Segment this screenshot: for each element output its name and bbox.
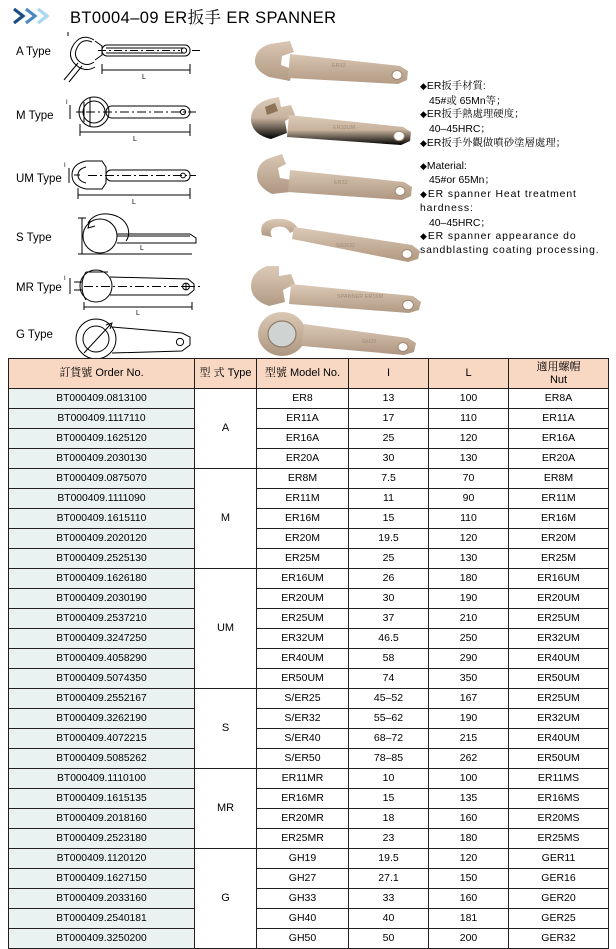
table-row <box>9 549 609 569</box>
page-title: BT0004–09 ER扳手 ER SPANNER <box>70 9 337 27</box>
diamond-bullet-icon: ◆ <box>420 160 427 171</box>
cell-model-no: ER25M <box>257 549 349 569</box>
cell-model-no: ER20M <box>257 529 349 549</box>
cell-model-no: ER8 <box>257 389 349 409</box>
spec-sub-0: 45#或 65Mn等； <box>429 95 507 107</box>
cell-model-no: ER11M <box>257 489 349 509</box>
cell-nut: ER11A <box>509 409 609 429</box>
svg-text:ER32: ER32 <box>334 180 348 186</box>
cell-nut: ER32UM <box>509 709 609 729</box>
cell-model-no: GH27 <box>257 869 349 889</box>
cell-model-no: ER11A <box>257 409 349 429</box>
cell-nut: GER16 <box>509 869 609 889</box>
table-row <box>9 529 609 549</box>
cell-dimension-i: 30 <box>349 449 429 469</box>
cell-order-no: BT000409.1626180 <box>9 569 195 589</box>
cell-dimension-l: 120 <box>429 849 509 869</box>
cell-order-no: BT000409.1111090 <box>9 489 195 509</box>
cell-dimension-i: 18 <box>349 809 429 829</box>
col-header-nut-cn: 適用螺帽 <box>536 360 581 373</box>
svg-text:ER32UM: ER32UM <box>333 125 356 131</box>
spec-sub-4: 40–45HRC； <box>429 217 491 229</box>
cell-nut: ER8A <box>509 389 609 409</box>
cell-order-no: BT000409.0813100 <box>9 389 195 409</box>
spanner-photo-open-end <box>250 38 415 96</box>
cell-nut: ER16A <box>509 429 609 449</box>
cell-dimension-i: 50 <box>349 929 429 949</box>
svg-text:SPANNER ER16M: SPANNER ER16M <box>337 294 384 300</box>
spec-item-1 <box>420 108 616 122</box>
cell-order-no: BT000409.3247250 <box>9 629 195 649</box>
cell-order-no: BT000409.4072215 <box>9 729 195 749</box>
cell-dimension-l: 160 <box>429 809 509 829</box>
cell-order-no: BT000409.2030190 <box>9 589 195 609</box>
cell-nut: ER16M <box>509 509 609 529</box>
diamond-bullet-icon: ◆ <box>420 81 427 91</box>
spec-item-0 <box>420 80 616 94</box>
cell-dimension-l: 130 <box>429 449 509 469</box>
spec-item-3 <box>420 160 616 174</box>
cell-dimension-l: 180 <box>429 569 509 589</box>
cell-dimension-i: 15 <box>349 509 429 529</box>
type-label-um: UM Type <box>16 173 62 185</box>
spec-sub-3: 45#or 65Mn； <box>429 175 495 187</box>
cell-type-um: UM <box>195 569 257 689</box>
cell-model-no: ER16MR <box>257 789 349 809</box>
table-row <box>9 469 609 489</box>
table-row <box>9 649 609 669</box>
cell-dimension-i: 74 <box>349 669 429 689</box>
svg-text:L: L <box>140 245 144 252</box>
cell-dimension-l: 200 <box>429 929 509 949</box>
cell-nut: ER25UM <box>509 609 609 629</box>
cell-dimension-i: 11 <box>349 489 429 509</box>
cell-model-no: ER25MR <box>257 829 349 849</box>
spec-text-5: ER spanner appearance do sandblasting coating processing. <box>420 231 600 257</box>
svg-text:S/ER32: S/ER32 <box>336 243 355 249</box>
svg-text:I: I <box>64 163 66 169</box>
spanner-photo-hook <box>250 215 430 267</box>
table-row <box>9 909 609 929</box>
cell-order-no: BT000409.2033160 <box>9 889 195 909</box>
cell-dimension-l: 215 <box>429 729 509 749</box>
cell-dimension-l: 110 <box>429 509 509 529</box>
cell-dimension-l: 290 <box>429 649 509 669</box>
table-row <box>9 489 609 509</box>
cell-dimension-i: 33 <box>349 889 429 909</box>
cell-type-s: S <box>195 689 257 769</box>
cell-model-no: ER20MR <box>257 809 349 829</box>
cell-nut: ER32UM <box>509 629 609 649</box>
spanner-m-type-drawing <box>62 92 202 144</box>
type-label-g: G Type <box>16 329 53 341</box>
cell-order-no: BT000409.2523180 <box>9 829 195 849</box>
spanner-a-type-drawing <box>62 30 202 84</box>
cell-dimension-i: 30 <box>349 589 429 609</box>
cell-dimension-i: 45–52 <box>349 689 429 709</box>
cell-order-no: BT000409.5074350 <box>9 669 195 689</box>
spec-item-2 <box>420 137 616 151</box>
cell-model-no: S/ER25 <box>257 689 349 709</box>
cell-dimension-i: 25 <box>349 549 429 569</box>
diamond-bullet-icon: ◆ <box>420 231 428 242</box>
cell-nut: ER50UM <box>509 749 609 769</box>
cell-order-no: BT000409.2030130 <box>9 449 195 469</box>
cell-model-no: ER20UM <box>257 589 349 609</box>
cell-dimension-i: 19.5 <box>349 529 429 549</box>
svg-text:GH33: GH33 <box>362 339 377 345</box>
table-header-row <box>9 359 609 389</box>
table-row <box>9 749 609 769</box>
cell-nut: ER20MS <box>509 809 609 829</box>
cell-model-no: ER40UM <box>257 649 349 669</box>
cell-order-no: BT000409.4058290 <box>9 649 195 669</box>
svg-text:ER32: ER32 <box>332 63 346 69</box>
spec-text-3: Material: <box>426 160 467 172</box>
table-row <box>9 389 609 409</box>
cell-order-no: BT000409.1625120 <box>9 429 195 449</box>
cell-model-no: GH33 <box>257 889 349 909</box>
spec-sub-1: 40–45HRC； <box>429 124 491 136</box>
cell-dimension-l: 120 <box>429 429 509 449</box>
cell-dimension-i: 19.5 <box>349 849 429 869</box>
cell-order-no: BT000409.0875070 <box>9 469 195 489</box>
cell-dimension-i: 26 <box>349 569 429 589</box>
cell-type-g: G <box>195 849 257 949</box>
cell-nut: ER20M <box>509 529 609 549</box>
cell-dimension-i: 55–62 <box>349 709 429 729</box>
cell-nut: ER25MS <box>509 829 609 849</box>
diamond-bullet-icon: ◆ <box>420 137 427 148</box>
cell-dimension-l: 181 <box>429 909 509 929</box>
spanner-mr-type-drawing <box>62 262 202 316</box>
cell-dimension-l: 210 <box>429 609 509 629</box>
cell-type-mr: MR <box>195 769 257 849</box>
cell-dimension-l: 350 <box>429 669 509 689</box>
col-header-order: 訂貨號 Order No. <box>9 359 195 389</box>
cell-nut: ER50UM <box>509 669 609 689</box>
type-label-mr: MR Type <box>16 282 62 294</box>
cell-dimension-l: 100 <box>429 769 509 789</box>
cell-dimension-i: 17 <box>349 409 429 429</box>
spec-item-4 <box>420 188 616 215</box>
cell-dimension-l: 135 <box>429 789 509 809</box>
cell-dimension-i: 10 <box>349 769 429 789</box>
cell-dimension-i: 40 <box>349 909 429 929</box>
spanner-photo-ring <box>252 308 427 364</box>
cell-dimension-i: 7.5 <box>349 469 429 489</box>
cell-dimension-i: 46.5 <box>349 629 429 649</box>
col-header-l: L <box>429 359 509 389</box>
table-row <box>9 589 609 609</box>
cell-order-no: BT000409.3250200 <box>9 929 195 949</box>
cell-nut: GER20 <box>509 889 609 909</box>
cell-nut: GER32 <box>509 929 609 949</box>
table-row <box>9 929 609 949</box>
table-row <box>9 569 609 589</box>
table-row <box>9 409 609 429</box>
cell-order-no: BT000409.2537210 <box>9 609 195 629</box>
cell-model-no: ER8M <box>257 469 349 489</box>
spec-text-1: ER扳手熱處理硬度； <box>426 109 525 121</box>
table-row <box>9 729 609 749</box>
cell-dimension-l: 160 <box>429 889 509 909</box>
spec-text-4: ER spanner Heat treatment hardness: <box>420 189 577 214</box>
cell-order-no: BT000409.2525130 <box>9 549 195 569</box>
spec-text-2: ER扳手外觀做噴砂塗層處理； <box>426 137 567 149</box>
cell-nut: ER25M <box>509 549 609 569</box>
col-header-nut-en: Nut <box>549 373 568 386</box>
cell-dimension-l: 167 <box>429 689 509 709</box>
spec-item-5 <box>420 230 616 257</box>
table-row <box>9 449 609 469</box>
cell-dimension-i: 27.1 <box>349 869 429 889</box>
svg-text:I: I <box>66 100 68 106</box>
cell-order-no: BT000409.1627150 <box>9 869 195 889</box>
cell-nut: ER16MS <box>509 789 609 809</box>
table-row <box>9 609 609 629</box>
cell-order-no: BT000409.1615135 <box>9 789 195 809</box>
cell-nut: ER16UM <box>509 569 609 589</box>
cell-nut: ER20UM <box>509 589 609 609</box>
spanner-photo-um <box>245 95 420 153</box>
spanner-s-type-drawing <box>62 210 202 264</box>
cell-dimension-i: 78–85 <box>349 749 429 769</box>
cell-model-no: GH50 <box>257 929 349 949</box>
type-label-m: M Type <box>16 110 54 122</box>
cell-nut: ER11M <box>509 489 609 509</box>
cell-nut: ER8M <box>509 469 609 489</box>
table-row <box>9 869 609 889</box>
cell-order-no: BT000409.2018160 <box>9 809 195 829</box>
spec-text-0: ER扳手材質: <box>426 81 486 92</box>
cell-model-no: ER25UM <box>257 609 349 629</box>
table-row <box>9 689 609 709</box>
cell-model-no: S/ER40 <box>257 729 349 749</box>
col-header-type: 型 式 Type <box>195 359 257 389</box>
table-row <box>9 669 609 689</box>
cell-nut: GER25 <box>509 909 609 929</box>
diamond-bullet-icon: ◆ <box>420 189 428 200</box>
cell-nut: ER20A <box>509 449 609 469</box>
cell-order-no: BT000409.1110100 <box>9 769 195 789</box>
cell-type-a: A <box>195 389 257 469</box>
cell-model-no: S/ER32 <box>257 709 349 729</box>
cell-dimension-l: 70 <box>429 469 509 489</box>
page-header <box>0 0 616 32</box>
cell-dimension-i: 13 <box>349 389 429 409</box>
cell-dimension-i: 15 <box>349 789 429 809</box>
table-row <box>9 829 609 849</box>
specification-table <box>8 358 609 949</box>
cell-dimension-l: 100 <box>429 389 509 409</box>
cell-model-no: GH40 <box>257 909 349 929</box>
cell-dimension-l: 190 <box>429 709 509 729</box>
table-row <box>9 429 609 449</box>
svg-text:L: L <box>136 310 140 316</box>
cell-nut: GER11 <box>509 849 609 869</box>
table-row <box>9 709 609 729</box>
table-row <box>9 889 609 909</box>
cell-model-no: ER16A <box>257 429 349 449</box>
cell-dimension-l: 262 <box>429 749 509 769</box>
cell-dimension-i: 37 <box>349 609 429 629</box>
cell-dimension-l: 110 <box>429 409 509 429</box>
cell-nut: ER40UM <box>509 649 609 669</box>
col-header-model: 型號 Model No. <box>257 359 349 389</box>
cell-dimension-i: 68–72 <box>349 729 429 749</box>
svg-text:I: I <box>64 276 66 282</box>
cell-nut: ER11MS <box>509 769 609 789</box>
col-header-i: I <box>349 359 429 389</box>
cell-dimension-l: 90 <box>429 489 509 509</box>
cell-dimension-l: 120 <box>429 529 509 549</box>
diamond-bullet-icon: ◆ <box>420 109 427 120</box>
svg-text:L: L <box>132 199 136 206</box>
svg-text:L: L <box>133 136 137 143</box>
cell-order-no: BT000409.1120120 <box>9 849 195 869</box>
table-row <box>9 789 609 809</box>
table-row <box>9 849 609 869</box>
cell-order-no: BT000409.2552167 <box>9 689 195 709</box>
cell-model-no: ER16M <box>257 509 349 529</box>
cell-nut: ER25UM <box>509 689 609 709</box>
cell-nut: ER40UM <box>509 729 609 749</box>
table-row <box>9 509 609 529</box>
cell-model-no: ER20A <box>257 449 349 469</box>
cell-model-no: ER50UM <box>257 669 349 689</box>
cell-dimension-l: 180 <box>429 829 509 849</box>
col-header-nut <box>509 359 609 389</box>
specification-list <box>420 80 616 259</box>
cell-dimension-l: 150 <box>429 869 509 889</box>
table-row <box>9 629 609 649</box>
cell-dimension-i: 25 <box>349 429 429 449</box>
cell-order-no: BT000409.5085262 <box>9 749 195 769</box>
cell-model-no: ER32UM <box>257 629 349 649</box>
table-row <box>9 809 609 829</box>
cell-type-m: M <box>195 469 257 569</box>
spanner-um-type-drawing <box>62 155 202 207</box>
cell-order-no: BT000409.1117110 <box>9 409 195 429</box>
cell-dimension-l: 250 <box>429 629 509 649</box>
table-row <box>9 769 609 789</box>
cell-dimension-i: 23 <box>349 829 429 849</box>
cell-model-no: ER16UM <box>257 569 349 589</box>
cell-model-no: S/ER50 <box>257 749 349 769</box>
cell-model-no: ER11MR <box>257 769 349 789</box>
type-label-s: S Type <box>16 232 52 244</box>
spanner-photo-m <box>252 152 422 208</box>
type-label-a: A Type <box>16 46 51 58</box>
svg-text:L: L <box>142 74 146 81</box>
table-body <box>9 389 609 949</box>
cell-order-no: BT000409.2540181 <box>9 909 195 929</box>
cell-dimension-i: 58 <box>349 649 429 669</box>
cell-dimension-l: 130 <box>429 549 509 569</box>
cell-model-no: GH19 <box>257 849 349 869</box>
cell-order-no: BT000409.3262190 <box>9 709 195 729</box>
triple-chevron-icon <box>12 7 56 25</box>
cell-dimension-l: 190 <box>429 589 509 609</box>
cell-order-no: BT000409.2020120 <box>9 529 195 549</box>
cell-order-no: BT000409.1615110 <box>9 509 195 529</box>
